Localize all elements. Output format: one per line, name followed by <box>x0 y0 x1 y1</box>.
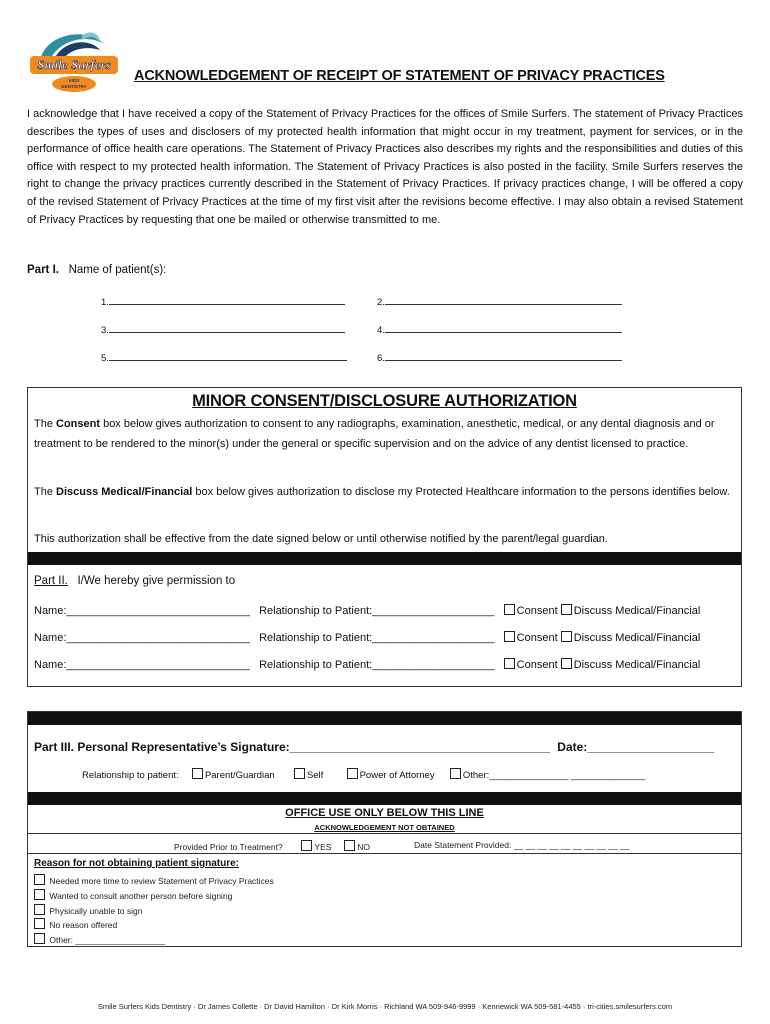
svg-text:Smile Surfers: Smile Surfers <box>37 57 111 72</box>
permission-row-2 <box>34 631 700 644</box>
divider-line <box>28 853 741 854</box>
permission-row-1 <box>34 604 700 617</box>
power-of-attorney-checkbox[interactable] <box>347 768 358 779</box>
reason-checkbox[interactable] <box>34 904 45 915</box>
other-field[interactable]: _______________ ______________ <box>489 770 646 781</box>
part1-text: Name of patient(s): <box>68 264 167 276</box>
reason-title: Reason for not obtaining patient signature: <box>34 858 239 869</box>
part2-text: I/We hereby give permission to <box>77 575 236 587</box>
page-title: ACKNOWLEDGEMENT OF RECEIPT OF STATEMENT OF PRIVACY PRACTICES <box>134 68 665 84</box>
no-checkbox[interactable] <box>344 840 355 851</box>
reason-checkbox[interactable] <box>34 933 45 944</box>
section-divider-bar <box>28 712 741 725</box>
section-divider-bar <box>28 792 741 805</box>
consent-checkbox[interactable] <box>504 658 515 669</box>
date-field[interactable]: ___________________ <box>587 740 715 754</box>
relationship-field[interactable]: Relationship to Patient:____________________ <box>259 659 495 671</box>
minor-consent-section <box>27 387 742 687</box>
reason-item: No reason offered <box>34 918 117 930</box>
signature-field[interactable]: _______________________________________ <box>289 740 550 754</box>
reason-item: Other: ___________________ <box>34 933 165 945</box>
other-label: Other: <box>462 770 490 781</box>
parent-guardian-label: Parent/Guardian <box>204 770 275 781</box>
part2-heading <box>34 575 235 587</box>
discuss-label: Discuss Medical/Financial <box>573 605 701 617</box>
consent-label: Consent <box>516 659 558 671</box>
name-field[interactable]: Name:______________________________ <box>34 605 250 617</box>
office-use-title: OFFICE USE ONLY BELOW THIS LINE <box>285 807 484 819</box>
consent-label: Consent <box>516 632 558 644</box>
reason-checkbox[interactable] <box>34 918 45 929</box>
discuss-checkbox[interactable] <box>561 631 572 642</box>
parent-guardian-checkbox[interactable] <box>192 768 203 779</box>
patient-name-field-5[interactable]: 5. <box>101 350 347 364</box>
relationship-field[interactable]: Relationship to Patient:____________________ <box>259 632 495 644</box>
date-statement-provided-field[interactable]: Date Statement Provided: __ __ __ __ __ __ __ __ __ __ <box>414 840 630 850</box>
part1-label: Part I. <box>27 264 59 276</box>
reason-item: Wanted to consult another person before signing <box>34 889 232 901</box>
no-label: NO <box>357 842 370 852</box>
intro-paragraph: I acknowledge that I have received a copy of the Statement of Privacy Practices for the offices of Smile Surfers. The statement of Privacy Practices describes the types of uses and disclosers of my protected health information that might occur in my treatment, payment for services, or in the performance of office health care operations. The Statement of Privacy Practices also describes my rights and the responsibilities and duties of this office with respect to my protected health information. The Statement of Privacy Practices is also posted in the facility. Smile Surfers reserves the right to change the privacy practices currently described in the Statement of Privacy Practices. If privacy practices change, I will be offered a copy of the revised Statement of Privacy Practices at the time of my first visit after the revisions become effective. I may also obtain a revised Statement of Privacy Practices by requesting that one be mailed or otherwise transmitted to me. <box>27 108 743 226</box>
reason-checkbox[interactable] <box>34 889 45 900</box>
yes-label: YES <box>314 842 332 852</box>
patient-name-field-2[interactable]: 2. <box>377 294 622 308</box>
self-label: Self <box>306 770 324 781</box>
minor-consent-title: MINOR CONSENT/DISCLOSURE AUTHORIZATION <box>192 392 577 410</box>
part3-label: Part III. Personal Representative’s Signature: <box>34 740 290 754</box>
self-checkbox[interactable] <box>294 768 305 779</box>
ack-not-obtained-title: ACKNOWLEDGEMENT NOT OBTAINED <box>314 823 455 832</box>
consent-label: Consent <box>516 605 558 617</box>
permission-row-3 <box>34 658 700 671</box>
section-divider-bar <box>28 552 741 565</box>
yes-checkbox[interactable] <box>301 840 312 851</box>
part2-label: Part II. <box>34 575 68 587</box>
name-field[interactable]: Name:______________________________ <box>34 659 250 671</box>
discuss-label: Discuss Medical/Financial <box>573 632 701 644</box>
reason-checkbox[interactable] <box>34 874 45 885</box>
smile-surfers-logo <box>26 26 122 98</box>
date-label: Date: <box>557 740 588 754</box>
footer: Smile Surfers Kids Dentistry · Dr James Collette · Dr David Hamilton · Dr Kirk Morris · Richland WA 509-946-9999 · Kennewick WA 509-581-4455 · tri-cities.smilesurfers.com <box>97 1002 673 1011</box>
signature-office-section <box>27 711 742 947</box>
patient-name-field-1[interactable]: 1. <box>101 294 345 308</box>
patient-name-field-6[interactable]: 6. <box>377 350 622 364</box>
relationship-field[interactable]: Relationship to Patient:____________________ <box>259 605 495 617</box>
discuss-checkbox[interactable] <box>561 604 572 615</box>
part1-heading <box>27 264 166 276</box>
consent-checkbox[interactable] <box>504 604 515 615</box>
discuss-description: The Discuss Medical/Financial box below gives authorization to disclose my Protected Healthcare information to the persons identifies below. <box>34 486 730 498</box>
provided-prior-row <box>174 840 370 852</box>
name-field[interactable]: Name:______________________________ <box>34 632 250 644</box>
svg-text:KIDS: KIDS <box>68 78 80 83</box>
provided-prior-label: Provided Prior to Treatment? <box>174 842 283 852</box>
relationship-row <box>82 768 645 781</box>
svg-text:DENTISTRY: DENTISTRY <box>61 84 87 89</box>
relationship-label: Relationship to patient: <box>82 770 179 781</box>
signature-row <box>34 740 714 754</box>
patient-name-field-3[interactable]: 3. <box>101 322 345 336</box>
other-checkbox[interactable] <box>450 768 461 779</box>
power-of-attorney-label: Power of Attorney <box>359 770 435 781</box>
patient-name-field-4[interactable]: 4. <box>377 322 622 336</box>
discuss-label: Discuss Medical/Financial <box>573 659 701 671</box>
authorization-duration: This authorization shall be effective from the date signed below or until otherwise notified by the parent/legal guardian. <box>34 533 608 545</box>
consent-checkbox[interactable] <box>504 631 515 642</box>
discuss-checkbox[interactable] <box>561 658 572 669</box>
consent-description: The Consent box below gives authorization to consent to any radiographs, examination, anesthetic, medical, or any dental diagnosis and or treatment to be rendered to the minor(s) under the general or specific supervision and on the advice of any dentist licensed to practice. <box>34 418 715 450</box>
reason-item: Needed more time to review Statement of Privacy Practices <box>34 874 274 886</box>
reason-item: Physically unable to sign <box>34 904 142 916</box>
divider-line <box>28 833 741 834</box>
